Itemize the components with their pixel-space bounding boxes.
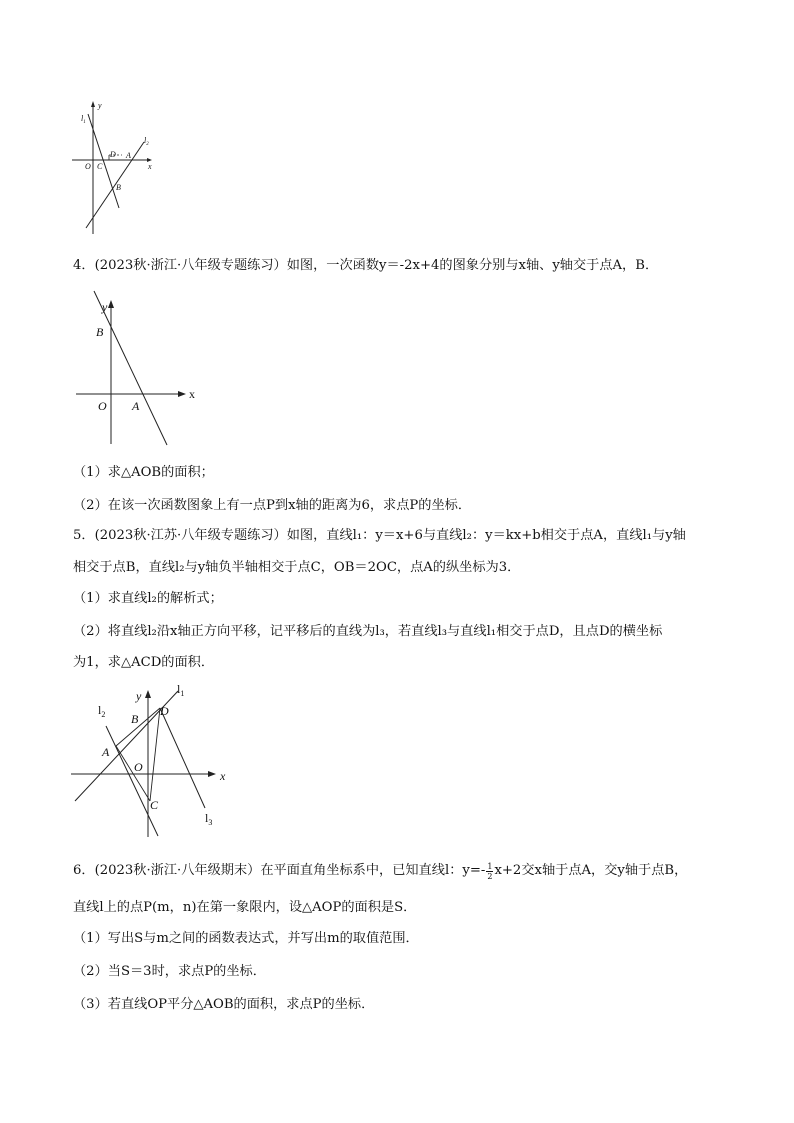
q6-sub2: （2）当S＝3时，求点P的坐标．: [73, 964, 266, 979]
fig5-x-arrow: [208, 771, 216, 777]
q5-sub2-line1: （2）将直线l₂沿x轴正方向平移，记平移后的直线为l₃，若直线l₃与直线l₁相交于点D，且点D的横坐标: [73, 624, 663, 639]
fig3-label-x: x: [148, 162, 152, 171]
q6-prompt-part1: 6．(2023秋·浙江·八年级期末）在平面直角坐标系中，已知直线l：y=-: [73, 863, 486, 878]
fig5-label-o: O: [134, 760, 143, 774]
fig5-label-y: y: [136, 689, 142, 703]
fig3-label-o: O: [85, 162, 91, 171]
fig3-label-d: D: [110, 150, 116, 159]
fig5-label-l2: $l_2$: [98, 703, 106, 719]
q6-fraction: [486, 862, 493, 881]
fig3-label-b: B: [116, 183, 121, 192]
q6-fraction-den: 2: [487, 872, 493, 881]
q6-prompt-line2: 直线l上的点P(m，n)在第一象限内，设△AOP的面积是S．: [73, 900, 417, 915]
fig4-graph-line: [94, 291, 167, 445]
fig4-label-a: A: [132, 399, 140, 413]
fig3-label-y: y: [98, 101, 102, 110]
q6-fraction-num: 1: [487, 862, 493, 871]
q5-sub1: （1）求直线l₂的解析式；: [73, 591, 223, 606]
q6-sub1: （1）写出S与m之间的函数表达式，并写出m的取值范围．: [73, 931, 419, 946]
q6-sub3: （3）若直线OP平分△AOB的面积，求点P的坐标．: [73, 997, 375, 1012]
fig5-label-c: C: [150, 798, 159, 812]
fig5-label-b: B: [131, 712, 139, 726]
fig4-x-arrow: [178, 391, 186, 397]
fig3-label-l2: $l_2$: [144, 136, 149, 147]
q4-prompt: 4．(2023秋·浙江·八年级专题练习）如图，一次函数y＝-2x+4的图象分别与x轴、y轴交于点A，B．: [73, 258, 659, 273]
fig5-segment-cd: [150, 708, 160, 801]
fig5-line-l3: [160, 708, 205, 808]
fig5-label-d: D: [160, 704, 169, 718]
q6-prompt-line1: [73, 862, 687, 881]
fig5-label-x: x: [220, 769, 226, 783]
q6-prompt-part2: x+2交x轴于点A，交y轴于点B，: [494, 863, 688, 878]
fig4-label-o: O: [98, 399, 107, 413]
fig3-label-a: A: [126, 151, 131, 160]
fig5-label-l3: $l_3$: [205, 811, 213, 827]
q4-sub1: （1）求△AOB的面积；: [73, 465, 214, 480]
figure-q3: [70, 98, 170, 238]
fig4-label-y: y: [102, 300, 108, 314]
fig5-y-arrow: [145, 690, 151, 698]
q4-sub2: （2）在该一次函数图象上有一点P到x轴的距离为6，求点P的坐标．: [73, 498, 472, 513]
fig5-label-l1: $l_1$: [177, 682, 185, 698]
fig5-label-a: A: [102, 745, 110, 759]
fig3-label-c: C: [97, 162, 103, 171]
q5-prompt-line2: 相交于点B，直线l₂与y轴负半轴相交于点C，OB＝2OC，点A的纵坐标为3．: [73, 560, 521, 575]
fig5-line-l2: [106, 726, 158, 836]
fig4-label-x: x: [189, 387, 195, 401]
fig3-label-l1: $l_1$: [81, 114, 86, 125]
figure-q4: [72, 288, 202, 448]
fig4-label-b: B: [96, 325, 104, 339]
fig3-y-arrow: [91, 101, 95, 107]
q5-prompt-line1: 5．(2023秋·江苏·八年级专题练习）如图，直线l₁：y＝x+6与直线l₂：y＝kx+b相交于点A，直线l₁与y轴: [73, 528, 686, 543]
figure-q5: [68, 680, 248, 830]
q5-sub2-line2: 为1，求△ACD的面积．: [73, 655, 215, 670]
fig4-y-arrow: [108, 300, 114, 308]
